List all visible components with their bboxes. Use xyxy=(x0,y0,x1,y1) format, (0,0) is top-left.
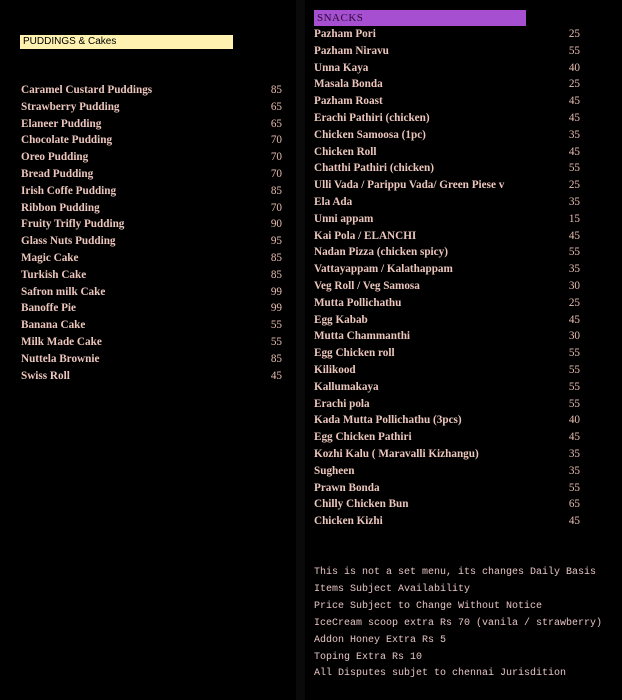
menu-item xyxy=(314,412,580,429)
item-name: Kai Pola / ELANCHI xyxy=(314,229,417,242)
menu-notes xyxy=(314,565,622,683)
item-price: 85 xyxy=(270,184,282,197)
menu-item xyxy=(314,328,580,345)
note-line: Toping Extra Rs 10 xyxy=(314,651,423,663)
menu-item xyxy=(314,480,580,497)
item-price: 45 xyxy=(568,313,580,326)
item-name: Chicken Samoosa (1pc) xyxy=(314,128,426,141)
menu-item xyxy=(314,211,580,228)
item-price: 55 xyxy=(568,380,580,393)
item-name: Glass Nuts Pudding xyxy=(21,235,116,248)
item-name: Egg Kabab xyxy=(314,313,368,326)
menu-item xyxy=(314,513,580,530)
item-name: Oreo Pudding xyxy=(21,151,89,164)
menu-item xyxy=(314,194,580,211)
item-name: Kilikood xyxy=(314,363,356,376)
menu-item xyxy=(314,76,580,93)
menu-item xyxy=(21,317,282,334)
item-price: 65 xyxy=(568,498,580,511)
item-price: 35 xyxy=(568,263,580,276)
menu-item xyxy=(21,183,282,200)
item-price: 30 xyxy=(568,279,580,292)
item-price: 45 xyxy=(568,95,580,108)
item-name: Swiss Roll xyxy=(21,369,70,382)
item-price: 55 xyxy=(270,319,282,332)
menu-item xyxy=(314,278,580,295)
menu-item xyxy=(314,312,580,329)
item-name: Strawberry Pudding xyxy=(21,100,120,113)
menu-item xyxy=(21,132,282,149)
item-name: Egg Chicken Pathiri xyxy=(314,431,412,444)
menu-item xyxy=(314,446,580,463)
item-price: 55 xyxy=(568,481,580,494)
item-price: 85 xyxy=(270,352,282,365)
item-name: Banoffe Pie xyxy=(21,302,76,315)
item-price: 55 xyxy=(270,335,282,348)
menu-item xyxy=(21,334,282,351)
item-price: 25 xyxy=(568,296,580,309)
item-name: Bread Pudding xyxy=(21,167,94,180)
menu-item xyxy=(314,396,580,413)
menu-item xyxy=(21,300,282,317)
item-price: 45 xyxy=(270,369,282,382)
item-price: 25 xyxy=(568,179,580,192)
item-name: Unni appam xyxy=(314,212,374,225)
menu-item xyxy=(314,110,580,127)
menu-item xyxy=(21,200,282,217)
menu-item xyxy=(21,149,282,166)
menu-item xyxy=(21,267,282,284)
item-name: Chicken Kizhi xyxy=(314,515,383,528)
item-name: Banana Cake xyxy=(21,319,86,332)
item-price: 55 xyxy=(568,44,580,57)
menu-item xyxy=(314,496,580,513)
item-price: 15 xyxy=(568,212,580,225)
item-name: Prawn Bonda xyxy=(314,481,380,494)
menu-item xyxy=(21,250,282,267)
item-price: 65 xyxy=(270,100,282,113)
menu-item xyxy=(21,233,282,250)
note-line: Addon Honey Extra Rs 5 xyxy=(314,634,447,646)
item-price: 99 xyxy=(270,302,282,315)
menu-item xyxy=(314,429,580,446)
item-name: Chicken Roll xyxy=(314,145,377,158)
menu-item xyxy=(314,261,580,278)
snacks-list xyxy=(314,26,580,530)
note-line: This is not a set menu, its changes Daily Basis xyxy=(314,567,597,578)
item-name: Pazham Niravu xyxy=(314,44,389,57)
item-price: 65 xyxy=(270,117,282,130)
item-name: Chilly Chicken Bun xyxy=(314,498,409,511)
snacks-header: SNACKS xyxy=(314,10,526,26)
item-name: Magic Cake xyxy=(21,251,79,264)
item-name: Fruity Trifly Pudding xyxy=(21,218,125,231)
item-price: 35 xyxy=(568,195,580,208)
menu-item xyxy=(314,26,580,43)
item-name: Kallumakaya xyxy=(314,380,379,393)
note-line: Price Subject to Change Without Notice xyxy=(314,600,543,612)
item-price: 45 xyxy=(568,229,580,242)
menu-item xyxy=(314,379,580,396)
item-name: Elaneer Pudding xyxy=(21,117,102,130)
menu-item xyxy=(314,228,580,245)
note-line: All Disputes subjet to chennai Jurisdition xyxy=(314,668,567,680)
item-name: Chatthi Pathiri (chicken) xyxy=(314,162,434,175)
menu-item xyxy=(314,43,580,60)
item-price: 45 xyxy=(568,145,580,158)
item-price: 55 xyxy=(568,397,580,410)
item-price: 99 xyxy=(270,285,282,298)
note-line: IceCream scoop extra Rs 70 (vanila / strawberry) xyxy=(314,617,603,629)
item-name: Vattayappam / Kalathappam xyxy=(314,263,453,276)
item-price: 70 xyxy=(270,167,282,180)
item-price: 40 xyxy=(568,61,580,74)
menu-item xyxy=(21,216,282,233)
menu-item xyxy=(314,144,580,161)
puddings-list xyxy=(21,82,282,384)
item-name: Caramel Custard Puddings xyxy=(21,84,153,96)
menu-item xyxy=(314,127,580,144)
item-name: Pazham Pori xyxy=(314,28,376,40)
menu-item xyxy=(21,99,282,116)
item-name: Kozhi Kalu ( Maravalli Kizhangu) xyxy=(314,447,479,460)
item-price: 35 xyxy=(568,447,580,460)
menu-item xyxy=(21,116,282,133)
item-price: 25 xyxy=(568,78,580,91)
snacks-panel xyxy=(305,0,622,700)
menu-item xyxy=(314,244,580,261)
item-price: 45 xyxy=(568,111,580,124)
item-name: Mutta Pollichathu xyxy=(314,296,402,309)
menu-item xyxy=(21,368,282,385)
menu-item xyxy=(314,345,580,362)
menu-item xyxy=(314,295,580,312)
item-price: 90 xyxy=(270,218,282,231)
menu-item xyxy=(314,362,580,379)
menu-item xyxy=(314,93,580,110)
item-name: Erachi pola xyxy=(314,397,370,410)
item-name: Erachi Pathiri (chicken) xyxy=(314,111,430,124)
item-price: 35 xyxy=(568,464,580,477)
item-price: 35 xyxy=(568,128,580,141)
item-price: 45 xyxy=(568,431,580,444)
item-name: Nadan Pizza (chicken spicy) xyxy=(314,246,448,259)
item-name: Ribbon Pudding xyxy=(21,201,100,214)
item-price: 70 xyxy=(270,151,282,164)
item-price: 25 xyxy=(568,28,580,40)
puddings-header: PUDDINGS & Cakes xyxy=(20,35,233,49)
item-price: 70 xyxy=(270,134,282,147)
item-price: 85 xyxy=(270,251,282,264)
item-name: Kada Mutta Pollichathu (3pcs) xyxy=(314,414,462,427)
item-price: 55 xyxy=(568,162,580,175)
item-name: Unna Kaya xyxy=(314,61,369,74)
item-price: 85 xyxy=(270,268,282,281)
item-price: 45 xyxy=(568,515,580,528)
puddings-panel xyxy=(0,0,296,700)
note-line: Items Subject Availability xyxy=(314,583,471,595)
menu-item xyxy=(21,166,282,183)
item-price: 30 xyxy=(568,330,580,343)
menu-item xyxy=(21,82,282,99)
item-name: Safron milk Cake xyxy=(21,285,106,298)
item-price: 55 xyxy=(568,363,580,376)
column-divider xyxy=(296,0,305,700)
item-name: Pazham Roast xyxy=(314,95,383,108)
menu-item xyxy=(314,160,580,177)
item-price: 55 xyxy=(568,347,580,360)
item-price: 85 xyxy=(270,84,282,96)
menu-item xyxy=(314,463,580,480)
item-name: Veg Roll / Veg Samosa xyxy=(314,279,420,292)
item-name: Ulli Vada / Parippu Vada/ Green Piese v xyxy=(314,179,505,192)
item-name: Egg Chicken roll xyxy=(314,347,395,360)
item-name: Sugheen xyxy=(314,464,355,477)
item-name: Ela Ada xyxy=(314,195,353,208)
item-price: 70 xyxy=(270,201,282,214)
item-name: Chocolate Pudding xyxy=(21,134,113,147)
item-name: Milk Made Cake xyxy=(21,335,102,348)
menu-item xyxy=(314,60,580,77)
menu-item xyxy=(21,284,282,301)
menu-item xyxy=(314,177,580,194)
item-name: Turkish Cake xyxy=(21,268,87,281)
menu-item xyxy=(21,351,282,368)
item-name: Irish Coffe Pudding xyxy=(21,184,117,197)
item-price: 55 xyxy=(568,246,580,259)
item-name: Mutta Chammanthi xyxy=(314,330,411,343)
item-name: Masala Bonda xyxy=(314,78,383,91)
item-price: 40 xyxy=(568,414,580,427)
item-name: Nuttela Brownie xyxy=(21,352,100,365)
item-price: 95 xyxy=(270,235,282,248)
